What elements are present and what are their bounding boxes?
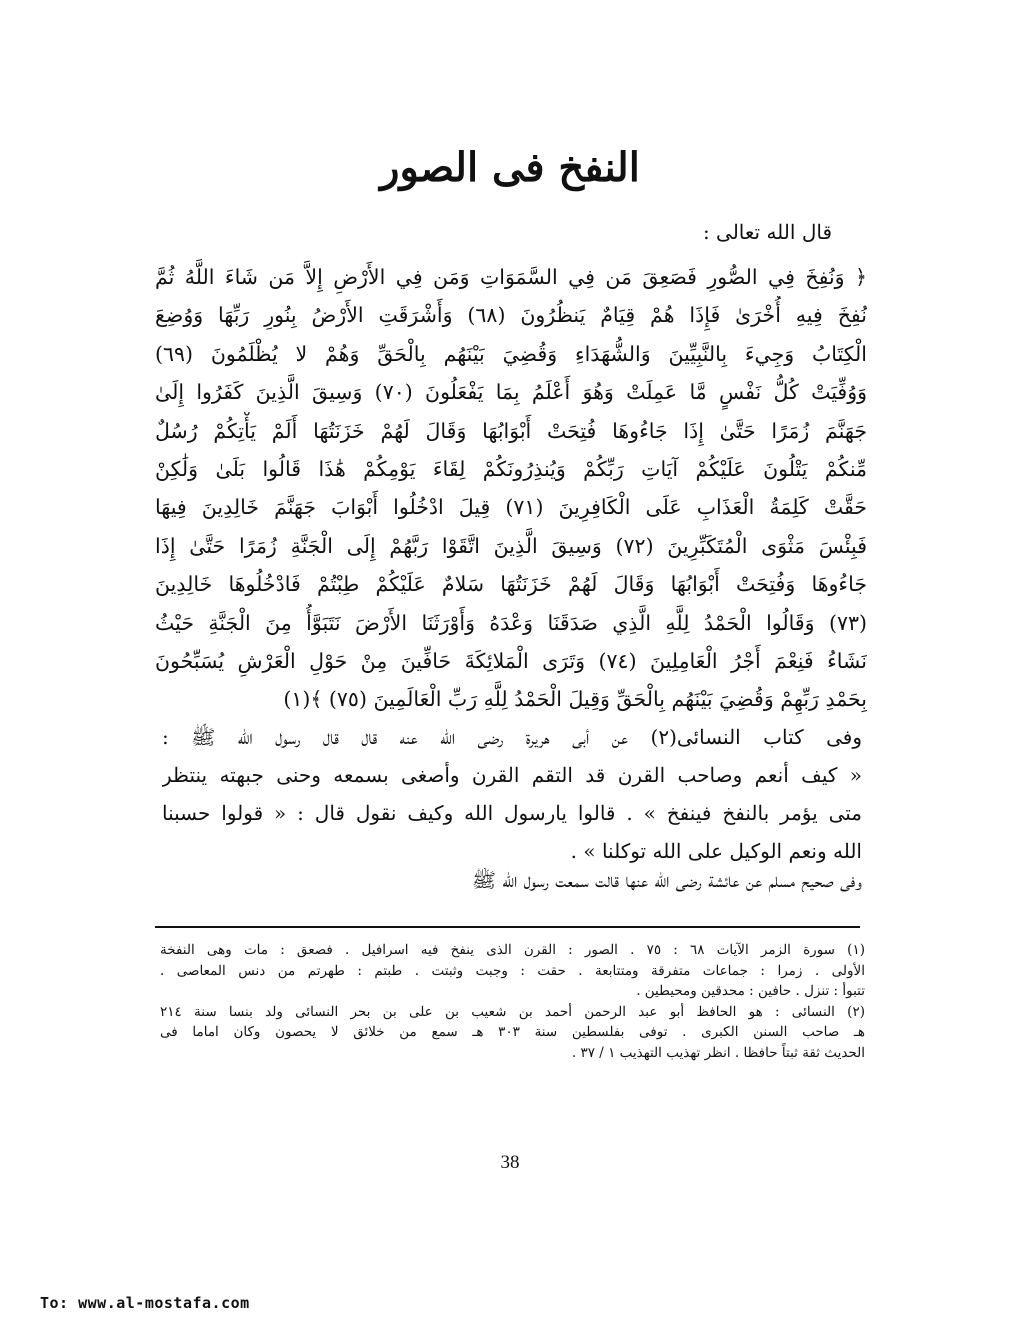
verse-line: (٧٣) وَقَالُوا الْحَمْدُ لِلَّهِ الَّذِي صَدَقَنَا وَعْدَهُ وَأَوْرَثَنَا الأَرْضَ نَتَبَوَّأُ مِنَ الْجَنَّةِ حَيْثُ — [155, 610, 867, 635]
verse-line: نَشَاءُ فَنِعْمَ أَجْرُ الْعَامِلِينَ (٧٤) وَتَرَى الْمَلائِكَةَ حَافِّينَ مِنْ حَوْلِ الْعَرْشِ يُسَبِّحُونَ — [155, 649, 867, 674]
verse-line: فَبِئْسَ مَثْوَى الْمُتَكَبِّرِينَ (٧٢) وَسِيقَ الَّذِينَ اتَّقَوْا رَبَّهُمْ إِلَى الْجَنَّةِ زُمَرًا حَتَّىٰ إِذَا — [155, 533, 867, 558]
verse-line: ﴿ وَنُفِخَ فِي الصُّورِ فَصَعِقَ مَن فِي السَّمَوَاتِ وَمَن فِي الأَرْضِ إِلاَّ مَن شَاءَ اللَّهُ ثُمَّ — [155, 265, 867, 289]
hadith-line: الله ونعم الوكيل على الله توكلنا » . — [570, 839, 862, 863]
footnote-line: (٢) النسائى : هو الحافظ أبو عبد الرحمن أحمد بن شعيب بن على بن بحر النسائى ولد بنسا سنة ٢١٤ — [160, 1003, 865, 1020]
quran-verse-block — [155, 258, 867, 719]
verse-line: الْكِتَابُ وَجِيءَ بِالنَّبِيِّينَ وَالشُّهَدَاءِ وَقُضِيَ بَيْنَهُم بِالْحَقِّ وَهُمْ لا يُظْلَمُونَ (٦٩) — [155, 341, 867, 366]
hadith-line: « كيف أنعم وصاحب القرن قد التقم القرن وأصغى بسمعه وحنى جبهته ينتظر — [162, 763, 862, 787]
verse-line: مِّنكُمْ يَتْلُونَ عَلَيْكُمْ آيَاتِ رَبِّكُمْ وَيُنذِرُونَكُمْ لِقَاءَ يَوْمِكُمْ هَٰذَا قَالُوا بَلَىٰ وَلَٰكِنْ — [155, 457, 867, 482]
footnote-divider — [155, 926, 860, 928]
page-title: النفخ فى الصور — [380, 144, 640, 191]
hadith-line: وفى كتاب النسائى(٢) عن أبى هريرة رضى الله عنه قال قال رسول الله ﷺ : — [162, 725, 862, 749]
source-footer: To: www.al-mostafa.com — [40, 1294, 250, 1312]
verse-line: وَوُفِّيَتْ كُلُّ نَفْسٍ مَّا عَمِلَتْ وَهُوَ أَعْلَمُ بِمَا يَفْعَلُونَ (٧٠) وَسِيقَ الَّذِينَ كَفَرُوا إِلَىٰ — [155, 380, 867, 405]
hadith-paragraph — [162, 718, 862, 870]
intro-line: قال الله تعالى : — [702, 220, 832, 244]
footnote-line: هـ صاحب السنن الكبرى . توفى بفلسطين سنة ٣٠٣ هـ سمع من خلائق لا يحصون وكان اماما فى — [160, 1024, 865, 1040]
verse-line: بِحَمْدِ رَبِّهِمْ وَقُضِيَ بَيْنَهُم بِالْحَقِّ وَقِيلَ الْحَمْدُ لِلَّهِ رَبِّ الْعَالَمِينَ (٧٥) ﴾(١) — [283, 687, 867, 712]
verse-line: جَهَنَّمَ زُمَرًا حَتَّىٰ إِذَا جَاءُوهَا فُتِحَتْ أَبْوَابُهَا وَقَالَ لَهُمْ خَزَنَتُهَا أَلَمْ يَأْتِكُمْ رُسُلٌ — [155, 418, 867, 443]
closing-paragraph: وفى صحيح مسلم عن عائشة رضى الله عنها قالت سمعت رسول الله ﷺ — [471, 868, 862, 892]
footnote-line: تتبوأ : تنزل . حافين : محدقين ومحيطين . — [636, 983, 865, 999]
footnote-line: (١) سورة الزمر الآيات ٦٨ : ٧٥ . الصور : القرن الذى ينفخ فيه اسرافيل . فصعق : مات وهى النفخة — [160, 942, 865, 958]
verse-line: نُفِخَ فِيهِ أُخْرَىٰ فَإِذَا هُمْ قِيَامٌ يَنظُرُونَ (٦٨) وَأَشْرَقَتِ الأَرْضُ بِنُورِ رَبِّهَا وَوُضِعَ — [155, 303, 867, 328]
verse-line: حَقَّتْ كَلِمَةُ الْعَذَابِ عَلَى الْكَافِرِينَ (٧١) قِيلَ ادْخُلُوا أَبْوَابَ جَهَنَّمَ خَالِدِينَ فِيهَا — [155, 495, 867, 520]
footnote-line: الأولى . زمرا : جماعات متفرقة ومتتابعة . حقت : وجبت وثبتت . طبتم : طهرتم من دنس المعاصى . — [160, 962, 865, 979]
hadith-line: متى يؤمر بالنفخ فينفخ » . قالوا يارسول الله وكيف نقول قال : « قولوا حسبنا — [162, 801, 862, 825]
footnotes — [160, 940, 865, 1063]
page-number: 38 — [500, 1152, 520, 1173]
verse-line: جَاءُوهَا وَفُتِحَتْ أَبْوَابُهَا وَقَالَ لَهُمْ خَزَنَتُهَا سَلامٌ عَلَيْكُمْ طِبْتُمْ فَادْخُلُوهَا خَالِدِينَ — [155, 572, 867, 597]
footnote-line: الحديث ثقة ثبتاً حافظا . انظر تهذيب التهذيب ١ / ٣٧ . — [571, 1044, 865, 1061]
